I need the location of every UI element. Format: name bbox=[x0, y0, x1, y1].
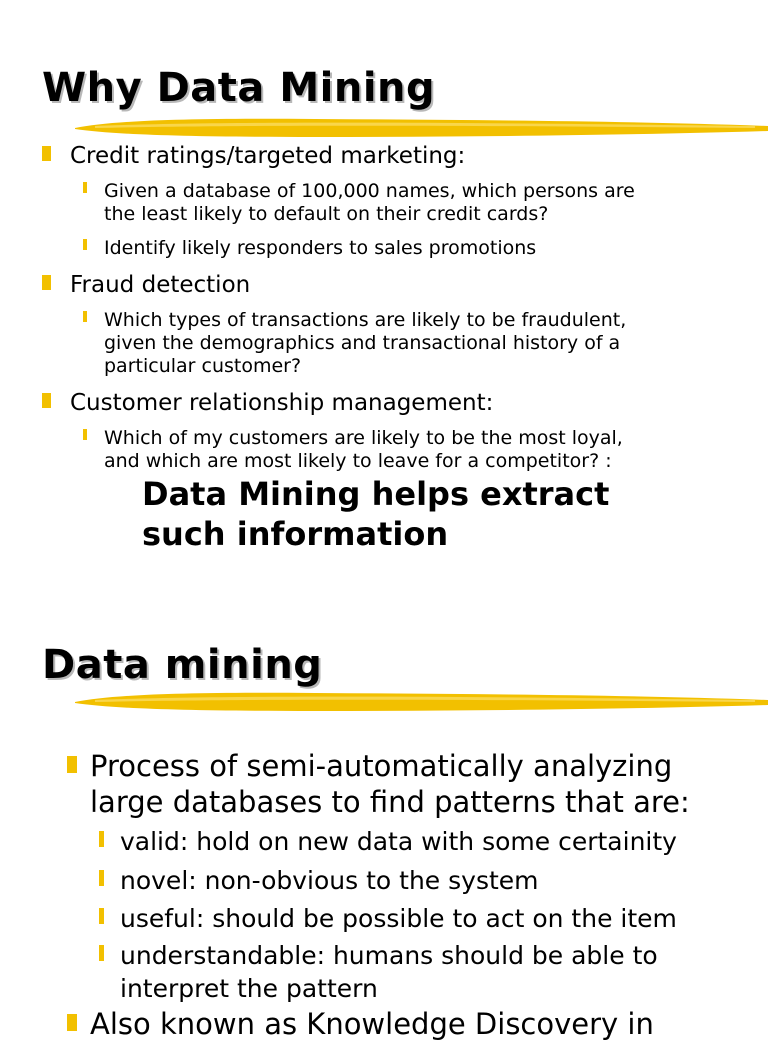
sub-item-line: Identify likely responders to sales promotions bbox=[104, 237, 537, 259]
title-underline-brush bbox=[75, 115, 768, 141]
callout-line: Data Mining helps extract bbox=[142, 475, 610, 513]
square-bullet-icon bbox=[42, 393, 51, 408]
bar-bullet-icon bbox=[99, 945, 104, 961]
callout-line: such information bbox=[142, 515, 449, 553]
square-bullet-icon bbox=[67, 756, 77, 773]
list-item-line: large databases to find patterns that are: bbox=[90, 785, 690, 819]
bar-bullet-icon bbox=[83, 311, 87, 322]
list-item-line: Process of semi-automatically analyzing bbox=[90, 749, 673, 783]
list-item-label: Credit ratings/targeted marketing: bbox=[70, 143, 466, 169]
square-bullet-icon bbox=[67, 1014, 77, 1031]
square-bullet-icon bbox=[42, 146, 51, 161]
list-item-line: Also known as Knowledge Discovery in bbox=[90, 1007, 654, 1041]
callout-text bbox=[142, 474, 609, 554]
criteria-line: understandable: humans should be able to bbox=[120, 941, 658, 970]
criteria-line: valid: hold on new data with some certainity bbox=[120, 827, 677, 856]
bar-bullet-icon bbox=[83, 182, 87, 193]
sub-item-line: given the demographics and transactional history of a bbox=[104, 332, 621, 354]
sub-item-line: the least likely to default on their credit cards? bbox=[104, 203, 549, 225]
bar-bullet-icon bbox=[83, 429, 87, 440]
square-bullet-icon bbox=[42, 275, 51, 290]
slide-title: Data mining bbox=[42, 642, 323, 688]
sub-item-line: Given a database of 100,000 names, which persons are bbox=[104, 180, 635, 202]
list-item-label: Fraud detection bbox=[70, 272, 251, 298]
bar-bullet-icon bbox=[99, 908, 104, 924]
sub-item-line: Which of my customers are likely to be the most loyal, bbox=[104, 427, 623, 449]
sub-item-line: particular customer? bbox=[104, 355, 302, 377]
bar-bullet-icon bbox=[99, 870, 104, 886]
bar-bullet-icon bbox=[83, 239, 87, 250]
criteria-line: novel: non-obvious to the system bbox=[120, 866, 539, 895]
slide-title: Why Data Mining bbox=[42, 65, 436, 111]
sub-item-line: Which types of transactions are likely to be fraudulent, bbox=[104, 309, 627, 331]
sub-item-line: and which are most likely to leave for a competitor? : bbox=[104, 450, 612, 472]
criteria-line: useful: should be possible to act on the item bbox=[120, 904, 677, 933]
bar-bullet-icon bbox=[99, 831, 104, 847]
list-item-label: Customer relationship management: bbox=[70, 390, 494, 416]
title-underline-brush bbox=[75, 689, 768, 715]
criteria-line: interpret the pattern bbox=[120, 974, 378, 1003]
